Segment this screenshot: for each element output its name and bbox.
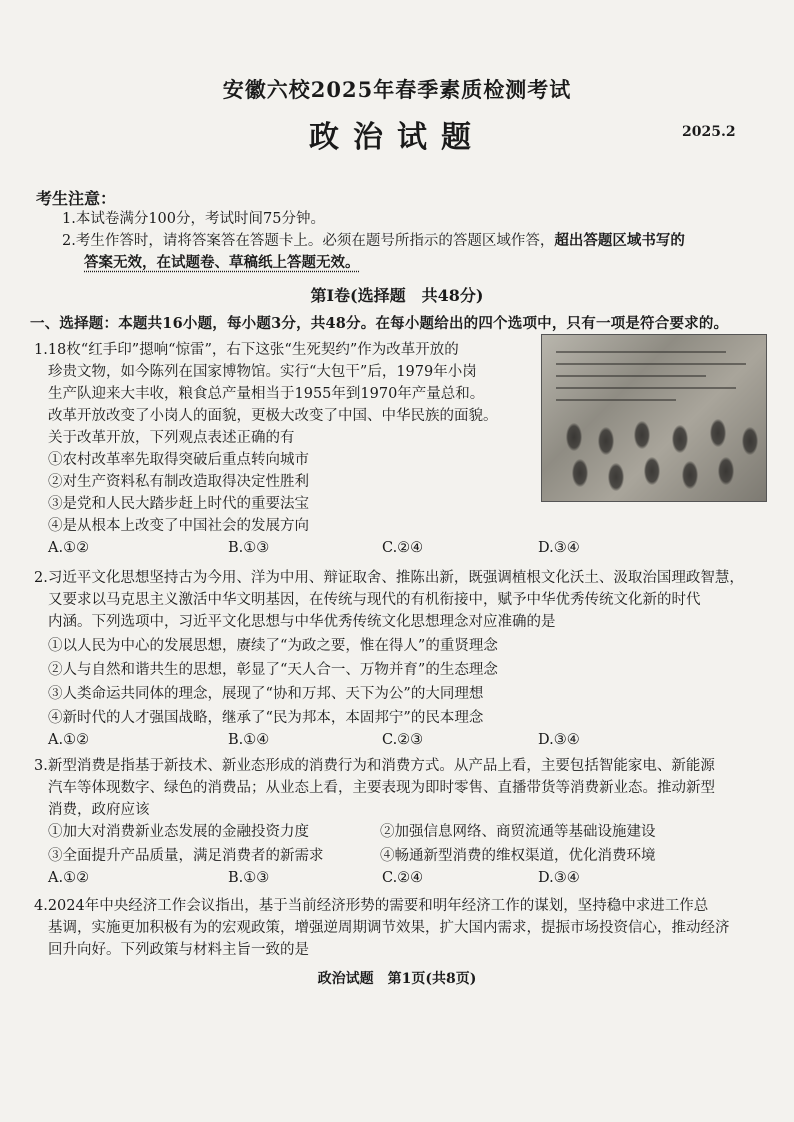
q1-statement-4: ④是从根本上改变了中国社会的发展方向 <box>48 518 309 534</box>
q3-line-2: 汽车等体现数字、绿色的消费品；从业态上看，主要表现为即时零售、直播带货等消费新业态。推动新型 <box>48 780 715 796</box>
notice-item-2-emphasis: 答案无效，在试题卷、草稿纸上答题无效。 <box>84 254 360 271</box>
q1-option-b: B.①③ <box>228 540 270 556</box>
subject-title: 政治试题 <box>309 120 485 155</box>
q2-line-3: 内涵。下列选项中，习近平文化思想与中华优秀传统文化思想理念对应准确的是 <box>48 614 556 630</box>
q2-statement-2: ②人与自然和谐共生的思想，彰显了“天人合一、万物并育”的生态理念 <box>48 662 498 678</box>
q1-line-4: 改革开放改变了小岗人的面貌，更极大改变了中国、中华民族的面貌。 <box>48 408 498 424</box>
q3-option-c: C.②④ <box>382 870 424 886</box>
exam-date: 2025.2 <box>682 124 736 140</box>
q2-statement-4: ④新时代的人才强国战略，继承了“民为邦本，本固邦宁”的民本理念 <box>48 710 484 726</box>
q3-statement-4: ④畅通新型消费的维权渠道，优化消费环境 <box>380 848 656 864</box>
q3-line-1: 3.新型消费是指基于新技术、新业态形成的消费行为和消费方式。从产品上看，主要包括智能家电、新能源 <box>34 758 715 774</box>
contract-photo <box>541 334 767 502</box>
q2-statement-1: ①以人民为中心的发展思想，赓续了“为政之要，惟在得人”的重贤理念 <box>48 638 498 654</box>
q1-line-5: 关于改革开放，下列观点表述正确的有 <box>48 430 295 446</box>
q1-option-a: A.①② <box>48 540 90 556</box>
q2-option-a: A.①② <box>48 732 90 748</box>
q2-line-1: 2.习近平文化思想坚持古为今用、洋为中用、辩证取舍、推陈出新，既强调植根文化沃土、汲取治国理政智慧， <box>34 570 744 586</box>
q3-statement-3: ③全面提升产品质量，满足消费者的新需求 <box>48 848 324 864</box>
section-heading: 一、选择题：本题共16小题，每小题3分，共48分。在每小题给出的四个选项中，只有一项是符合要求的。 <box>30 315 729 332</box>
q3-statement-1: ①加大对消费新业态发展的金融投资力度 <box>48 824 309 840</box>
q2-statement-3: ③人类命运共同体的理念，展现了“协和万邦、天下为公”的大同理想 <box>48 686 484 702</box>
q1-statement-1: ①农村改革率先取得突破后重点转向城市 <box>48 452 309 468</box>
q1-line-2: 珍贵文物，如今陈列在国家博物馆。实行“大包干”后，1979年小岗 <box>48 364 477 380</box>
notice-item-2-text: 2.考生作答时，请将答案答在答题卡上。必须在题号所指示的答题区域作答， <box>62 233 555 249</box>
q3-option-d: D.③④ <box>538 870 580 886</box>
notice-item-2-bold: 超出答题区域书写的 <box>554 232 685 249</box>
q2-option-d: D.③④ <box>538 732 580 748</box>
q3-option-b: B.①③ <box>228 870 270 886</box>
exam-title: 安徽六校2025年春季素质检测考试 <box>222 77 572 102</box>
q2-option-c: C.②③ <box>382 732 424 748</box>
notice-item-1: 1.本试卷满分100分，考试时间75分钟。 <box>62 211 325 227</box>
q1-option-c: C.②④ <box>382 540 424 556</box>
notice-item-2 <box>62 230 772 252</box>
q4-line-1: 4.2024年中央经济工作会议指出，基于当前经济形势的需要和明年经济工作的谋划，坚持稳中求进工作总 <box>34 898 709 914</box>
q1-statement-3: ③是党和人民大踏步赶上时代的重要法宝 <box>48 496 309 512</box>
q4-line-3: 回升向好。下列政策与材料主旨一致的是 <box>48 942 309 958</box>
page-footer: 政治试题 第1页(共8页) <box>317 971 477 987</box>
q2-line-2: 又要求以马克思主义激活中华文明基因，在传统与现代的有机衔接中，赋予中华优秀传统文化新的时代 <box>48 592 701 608</box>
q1-line-3: 生产队迎来大丰收，粮食总产量相当于1955年到1970年产量总和。 <box>48 386 485 402</box>
q1-statement-2: ②对生产资料私有制改造取得决定性胜利 <box>48 474 309 490</box>
notice-heading: 考生注意： <box>36 189 117 208</box>
q3-line-3: 消费，政府应该 <box>48 802 150 818</box>
notice-item-2-continued <box>84 252 794 274</box>
q3-statement-2: ②加强信息网络、商贸流通等基础设施建设 <box>380 824 656 840</box>
q1-line-1: 1.18枚“红手印”摁响“惊雷”，右下这张“生死契约”作为改革开放的 <box>34 342 459 358</box>
q2-option-b: B.①④ <box>228 732 270 748</box>
q4-line-2: 基调，实施更加积极有为的宏观政策，增强逆周期调节效果，扩大国内需求，提振市场投资信心，推动经济 <box>48 920 730 936</box>
q3-option-a: A.①② <box>48 870 90 886</box>
volume-title: 第Ⅰ卷(选择题 共48分) <box>310 286 484 305</box>
q1-option-d: D.③④ <box>538 540 580 556</box>
